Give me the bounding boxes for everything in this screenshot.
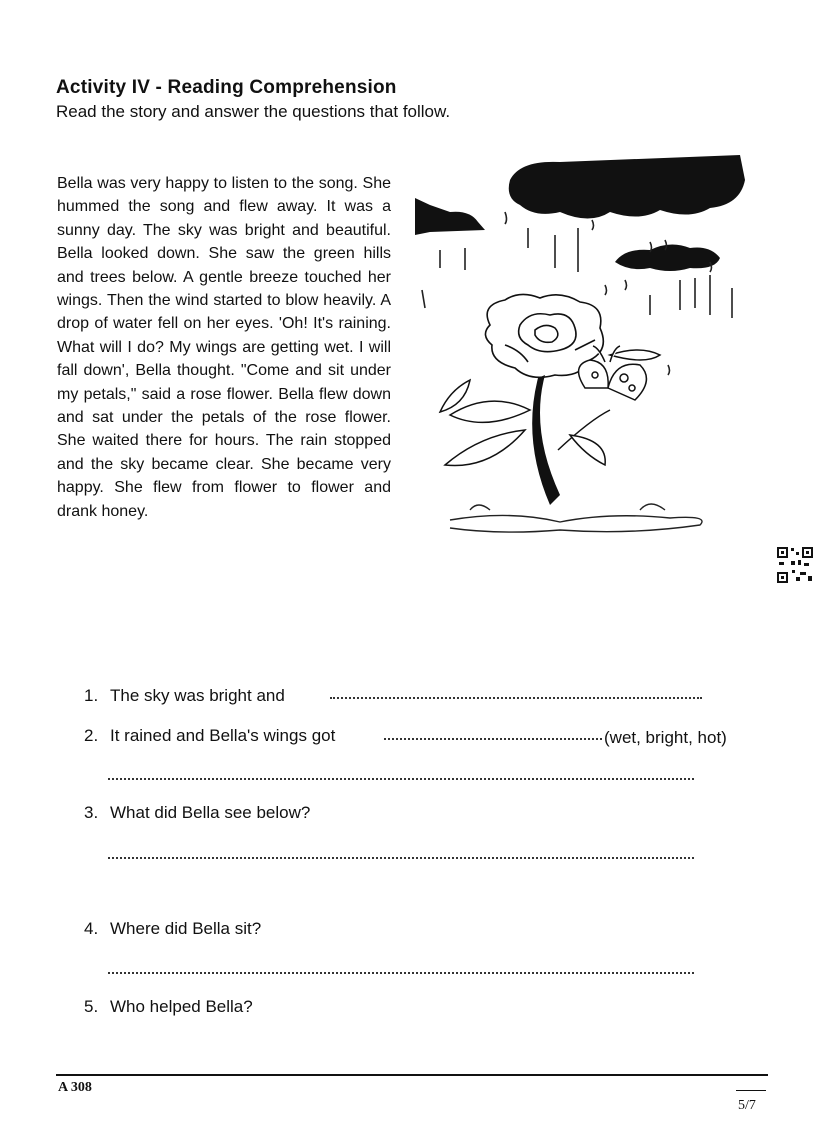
stem-icon bbox=[532, 375, 560, 505]
rose-butterfly-rain-illustration bbox=[410, 150, 760, 550]
page-number-rule bbox=[736, 1090, 766, 1091]
question-number: 4. bbox=[84, 919, 99, 938]
paper-code: A 308 bbox=[58, 1080, 92, 1095]
question-text: Where did Bella sit? bbox=[110, 919, 262, 938]
answer-line-2[interactable] bbox=[108, 778, 694, 780]
answer-blank-1[interactable] bbox=[330, 697, 702, 699]
question-3 bbox=[84, 803, 310, 823]
question-2 bbox=[84, 726, 335, 746]
footer-divider bbox=[56, 1074, 768, 1076]
qr-code-icon bbox=[776, 546, 814, 584]
answer-line-3[interactable] bbox=[108, 857, 694, 859]
question-number: 2. bbox=[84, 726, 99, 745]
question-number: 5. bbox=[84, 997, 99, 1016]
activity-title: Activity IV - Reading Comprehension bbox=[56, 77, 397, 98]
question-number: 1. bbox=[84, 686, 99, 705]
question-text: What did Bella see below? bbox=[110, 803, 311, 822]
question-2-options: (wet, bright, hot) bbox=[604, 728, 727, 747]
question-number: 3. bbox=[84, 803, 99, 822]
answer-line-4[interactable] bbox=[108, 972, 694, 974]
question-1 bbox=[84, 686, 285, 706]
question-text: The sky was bright and bbox=[110, 686, 285, 705]
question-text: Who helped Bella? bbox=[110, 997, 253, 1016]
answer-blank-2[interactable] bbox=[384, 738, 602, 740]
story-text: Bella was very happy to listen to the song. She hummed the song and flew away. It was a sunny day. The sky was bright and beautiful. Bella looked down. She saw the green hills and trees below. A gentle breeze touched her wings. Then the wind started to blow heavily. A drop of water fell on her eyes. 'Oh! It's raining. What will I do? My wings are getting wet. I will fall down', Bella thought. "Come and sit under my petals," said a rose flower. Bella flew down and sat under the petals of the rose flower. She waited there for hours. The rain stopped and the sky became clear. She became very happy. She flew from flower to flower and drank honey. bbox=[57, 175, 391, 520]
question-4 bbox=[84, 919, 261, 939]
page-number: 5/7 bbox=[738, 1098, 756, 1113]
activity-instruction: Read the story and answer the questions that follow. bbox=[56, 102, 451, 121]
puddle-icon bbox=[450, 504, 702, 532]
question-5 bbox=[84, 997, 253, 1017]
question-text: It rained and Bella's wings got bbox=[110, 726, 336, 745]
